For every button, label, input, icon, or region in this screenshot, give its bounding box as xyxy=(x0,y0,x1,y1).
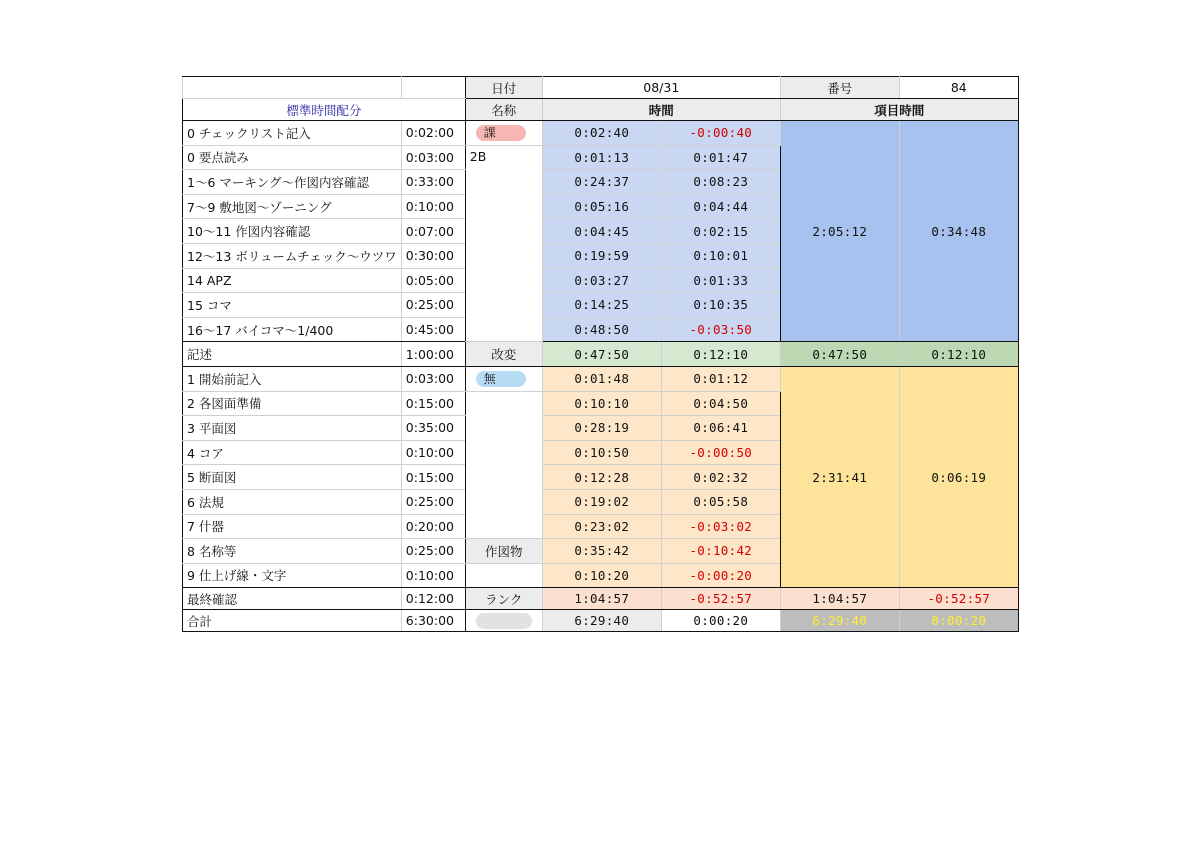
diff-time: -0:00:40 xyxy=(661,121,780,146)
item-diff-time: -0:52:57 xyxy=(899,588,1018,610)
rank-value[interactable] xyxy=(476,613,532,629)
diff-time: 0:02:32 xyxy=(661,465,780,490)
task-name: 0 チェックリスト記入 xyxy=(183,121,402,146)
standard-time: 0:12:00 xyxy=(401,588,465,610)
diff-time: 0:08:23 xyxy=(661,170,780,195)
standard-time: 0:07:00 xyxy=(401,219,465,244)
standard-time: 0:02:00 xyxy=(401,121,465,146)
diff-time: 0:00:20 xyxy=(661,610,780,632)
total-row xyxy=(183,610,1019,632)
actual-time: 6:29:40 xyxy=(542,610,661,632)
actual-time: 0:01:48 xyxy=(542,366,661,391)
task-name: 0 要点読み xyxy=(183,145,402,170)
standard-time: 0:03:00 xyxy=(401,145,465,170)
actual-time: 0:24:37 xyxy=(542,170,661,195)
diff-time: -0:03:02 xyxy=(661,514,780,539)
actual-time: 0:04:45 xyxy=(542,219,661,244)
actual-time: 0:10:10 xyxy=(542,391,661,416)
task-name: 7～9 敷地図～ゾーニング xyxy=(183,194,402,219)
standard-time: 0:30:00 xyxy=(401,243,465,268)
subject-code[interactable]: 2B xyxy=(465,145,542,342)
task-name: 15 コマ xyxy=(183,293,402,318)
standard-time: 6:30:00 xyxy=(401,610,465,632)
diff-time: 0:06:41 xyxy=(661,416,780,441)
name-label: 名称 xyxy=(465,99,542,121)
number-value[interactable]: 84 xyxy=(899,77,1018,99)
blank-cell xyxy=(465,391,542,539)
cell-blank xyxy=(183,77,402,99)
description-row xyxy=(183,342,1019,367)
task-name: 16～17 バイコマ～1/400 xyxy=(183,317,402,342)
actual-time: 1:04:57 xyxy=(542,588,661,610)
task-name: 5 断面図 xyxy=(183,465,402,490)
header-row-1 xyxy=(183,77,1019,99)
subject-cell xyxy=(465,121,542,146)
date-label: 日付 xyxy=(465,77,542,99)
actual-time: 0:10:20 xyxy=(542,563,661,588)
actual-time: 0:14:25 xyxy=(542,293,661,318)
item-time-label: 項目時間 xyxy=(780,99,1018,121)
actual-time: 0:28:19 xyxy=(542,416,661,441)
drawing-value[interactable] xyxy=(465,563,542,588)
actual-time: 0:05:16 xyxy=(542,194,661,219)
standard-time: 0:33:00 xyxy=(401,170,465,195)
diff-time: -0:03:50 xyxy=(661,317,780,342)
standard-time: 0:10:00 xyxy=(401,194,465,219)
task-name: 12～13 ボリュームチェック～ウツワ xyxy=(183,243,402,268)
none-cell xyxy=(465,366,542,391)
task-name: 記述 xyxy=(183,342,402,367)
actual-time: 0:03:27 xyxy=(542,268,661,293)
task-name: 6 法規 xyxy=(183,489,402,514)
standard-title: 標準時間配分 xyxy=(183,99,466,121)
time-allocation-sheet xyxy=(182,76,1019,632)
diff-time: 0:01:47 xyxy=(661,145,780,170)
item-actual-time: 0:47:50 xyxy=(780,342,899,367)
actual-time: 0:19:59 xyxy=(542,243,661,268)
item-diff-time: 0:12:10 xyxy=(899,342,1018,367)
actual-time: 0:19:02 xyxy=(542,489,661,514)
actual-time: 0:35:42 xyxy=(542,539,661,564)
standard-time: 0:10:00 xyxy=(401,440,465,465)
task-name: 10～11 作図内容確認 xyxy=(183,219,402,244)
standard-time: 0:25:00 xyxy=(401,539,465,564)
revision-label: 改変 xyxy=(465,342,542,367)
item-actual-time: 2:31:41 xyxy=(780,366,899,587)
standard-time: 0:10:00 xyxy=(401,563,465,588)
actual-time: 0:12:28 xyxy=(542,465,661,490)
item-actual-time: 1:04:57 xyxy=(780,588,899,610)
diff-time: -0:00:20 xyxy=(661,563,780,588)
standard-time: 0:25:00 xyxy=(401,489,465,514)
header-row-2 xyxy=(183,99,1019,121)
diff-time: 0:12:10 xyxy=(661,342,780,367)
diff-time: 0:10:01 xyxy=(661,243,780,268)
rank-cell xyxy=(465,610,542,632)
actual-time: 0:23:02 xyxy=(542,514,661,539)
subject-badge[interactable]: 課 xyxy=(476,125,526,141)
standard-time: 0:20:00 xyxy=(401,514,465,539)
actual-time: 0:10:50 xyxy=(542,440,661,465)
item-actual-time: 2:05:12 xyxy=(780,121,899,342)
standard-time: 0:35:00 xyxy=(401,416,465,441)
diff-time: -0:52:57 xyxy=(661,588,780,610)
task-name: 4 コア xyxy=(183,440,402,465)
task-name: 14 APZ xyxy=(183,268,402,293)
item-diff-time: 0:06:19 xyxy=(899,366,1018,587)
diff-time: 0:10:35 xyxy=(661,293,780,318)
task-name: 2 各図面準備 xyxy=(183,391,402,416)
number-label: 番号 xyxy=(780,77,899,99)
diff-time: 0:04:44 xyxy=(661,194,780,219)
actual-time: 0:02:40 xyxy=(542,121,661,146)
item-diff-time: 0:00:20 xyxy=(899,610,1018,632)
actual-time: 0:47:50 xyxy=(542,342,661,367)
item-actual-time: 6:29:40 xyxy=(780,610,899,632)
table-row xyxy=(183,121,1019,146)
diff-time: 0:04:50 xyxy=(661,391,780,416)
diff-time: 0:01:33 xyxy=(661,268,780,293)
diff-time: -0:00:50 xyxy=(661,440,780,465)
task-name: 8 名称等 xyxy=(183,539,402,564)
task-name: 3 平面図 xyxy=(183,416,402,441)
final-check-row xyxy=(183,588,1019,610)
task-name: 9 仕上げ線・文字 xyxy=(183,563,402,588)
standard-time: 0:45:00 xyxy=(401,317,465,342)
item-diff-time: 0:34:48 xyxy=(899,121,1018,342)
task-name: 最終確認 xyxy=(183,588,402,610)
task-name: 1～6 マーキング～作図内容確認 xyxy=(183,170,402,195)
none-badge[interactable]: 無 xyxy=(476,371,526,387)
task-name: 1 開始前記入 xyxy=(183,366,402,391)
standard-time: 1:00:00 xyxy=(401,342,465,367)
diff-time: 0:05:58 xyxy=(661,489,780,514)
standard-time: 0:03:00 xyxy=(401,366,465,391)
task-name: 7 什器 xyxy=(183,514,402,539)
diff-time: 0:01:12 xyxy=(661,366,780,391)
standard-time: 0:05:00 xyxy=(401,268,465,293)
actual-time: 0:01:13 xyxy=(542,145,661,170)
standard-time: 0:25:00 xyxy=(401,293,465,318)
standard-time: 0:15:00 xyxy=(401,391,465,416)
diff-time: 0:02:15 xyxy=(661,219,780,244)
actual-time: 0:48:50 xyxy=(542,317,661,342)
cell-blank xyxy=(401,77,465,99)
task-name: 合計 xyxy=(183,610,402,632)
date-value[interactable]: 08/31 xyxy=(542,77,780,99)
table-row xyxy=(183,366,1019,391)
drawing-label: 作図物 xyxy=(465,539,542,564)
standard-time: 0:15:00 xyxy=(401,465,465,490)
time-label: 時間 xyxy=(542,99,780,121)
rank-label: ランク xyxy=(465,588,542,610)
diff-time: -0:10:42 xyxy=(661,539,780,564)
